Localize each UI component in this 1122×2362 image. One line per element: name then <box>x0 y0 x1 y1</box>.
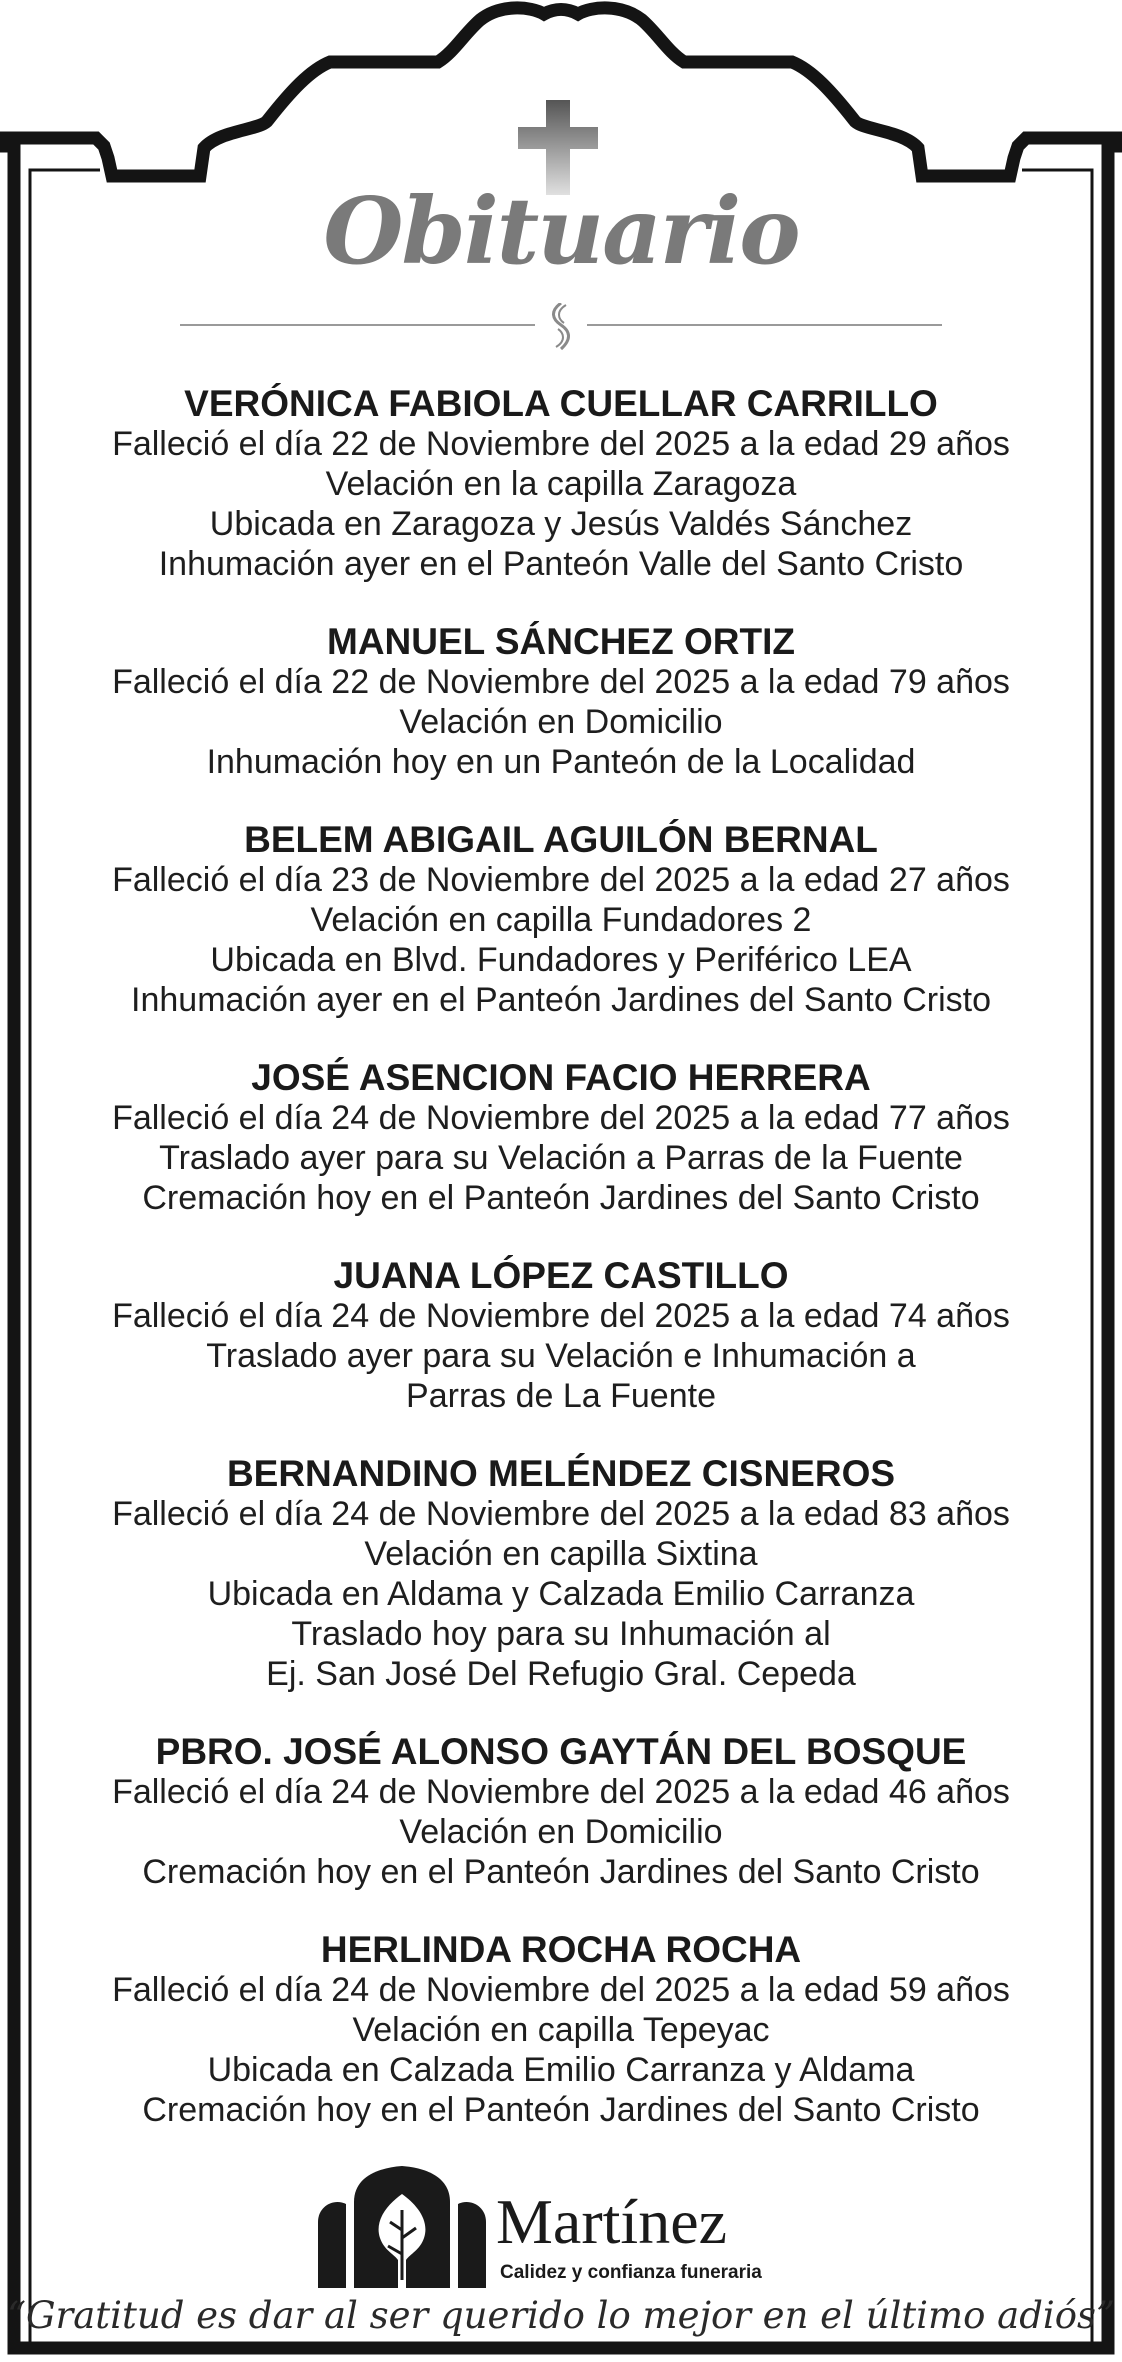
brand-name: Martínez <box>496 2186 727 2257</box>
obituary-detail-line: Falleció el día 24 de Noviembre del 2025 a la edad 83 años <box>112 1495 1010 1533</box>
ornament-divider <box>180 303 942 353</box>
funeral-home-logo <box>0 2150 1122 2310</box>
obituary-detail-line: Ubicada en Zaragoza y Jesús Valdés Sánchez <box>209 505 913 543</box>
obituary-detail-line: Cremación hoy en el Panteón Jardines del Santo Cristo <box>142 1853 980 1891</box>
obituary-detail-line: Traslado hoy para su Inhumación al <box>291 1615 831 1653</box>
obituary-detail-line: Ubicada en Aldama y Calzada Emilio Carranza <box>207 1575 915 1613</box>
obituary-detail-line: Cremación hoy en el Panteón Jardines del Santo Cristo <box>142 2091 980 2129</box>
obituary-detail-line: Falleció el día 24 de Noviembre del 2025 a la edad 74 años <box>112 1297 1010 1335</box>
obituary-entry <box>40 1453 1082 1694</box>
obituary-detail-line: Velación en la capilla Zaragoza <box>325 465 797 503</box>
obituary-detail-line: Inhumación ayer en el Panteón Jardines del Santo Cristo <box>131 981 991 1019</box>
obituary-entry <box>40 1255 1082 1416</box>
obituary-entry <box>40 383 1082 584</box>
obituary-detail-line: Cremación hoy en el Panteón Jardines del Santo Cristo <box>142 1179 980 1217</box>
obituary-detail-line: Inhumación ayer en el Panteón Valle del Santo Cristo <box>158 545 964 583</box>
obituary-detail-line: Parras de La Fuente <box>406 1377 716 1415</box>
obituary-detail-line: Velación en Domicilio <box>399 703 723 741</box>
obituary-detail-line: Falleció el día 22 de Noviembre del 2025 a la edad 29 años <box>112 425 1010 463</box>
obituary-entry <box>40 819 1082 1020</box>
obituary-entry <box>40 621 1082 782</box>
obituary-detail-line: Inhumación hoy en un Panteón de la Localidad <box>206 743 916 781</box>
ornament-icon <box>553 303 568 349</box>
obituary-list <box>40 383 1082 2167</box>
deceased-name: HERLINDA ROCHA ROCHA <box>320 1929 802 1970</box>
obituary-detail-line: Ubicada en Calzada Emilio Carranza y Aldama <box>207 2051 915 2089</box>
obituary-detail-line: Velación en Domicilio <box>399 1813 723 1851</box>
obituary-entry <box>40 1929 1082 2130</box>
deceased-name: VERÓNICA FABIOLA CUELLAR CARRILLO <box>184 383 938 424</box>
obituary-detail-line: Velación en capilla Sixtina <box>364 1535 758 1573</box>
chapel-logo-icon <box>318 2164 486 2288</box>
obituary-detail-line: Traslado ayer para su Velación a Parras de la Fuente <box>159 1139 963 1177</box>
deceased-name: PBRO. JOSÉ ALONSO GAYTÁN DEL BOSQUE <box>155 1731 967 1772</box>
obituary-detail-line: Falleció el día 24 de Noviembre del 2025 a la edad 46 años <box>112 1773 1010 1811</box>
page-title: Obituario <box>323 177 799 285</box>
obituary-entry <box>40 1057 1082 1218</box>
deceased-name: MANUEL SÁNCHEZ ORTIZ <box>327 621 795 662</box>
obituary-entry <box>40 1731 1082 1892</box>
brand-tagline: Calidez y confianza funeraria <box>500 2262 762 2283</box>
obituary-detail-line: Traslado ayer para su Velación e Inhumación a <box>206 1337 916 1375</box>
obituary-detail-line: Falleció el día 22 de Noviembre del 2025 a la edad 79 años <box>112 663 1010 701</box>
obituary-detail-line: Ej. San José Del Refugio Gral. Cepeda <box>266 1655 856 1693</box>
obituary-detail-line: Ubicada en Blvd. Fundadores y Periférico LEA <box>210 941 912 979</box>
obituary-detail-line: Falleció el día 24 de Noviembre del 2025 a la edad 77 años <box>112 1099 1010 1137</box>
obituary-detail-line: Falleció el día 24 de Noviembre del 2025 a la edad 59 años <box>112 1971 1010 2009</box>
obituary-detail-line: Falleció el día 23 de Noviembre del 2025 a la edad 27 años <box>112 861 1010 899</box>
obituary-detail-line: Velación en capilla Tepeyac <box>352 2011 770 2049</box>
obituary-detail-line: Velación en capilla Fundadores 2 <box>310 901 812 939</box>
deceased-name: BERNANDINO MELÉNDEZ CISNEROS <box>226 1453 896 1494</box>
deceased-name: JOSÉ ASENCION FACIO HERRERA <box>251 1057 871 1098</box>
slogan: “Gratitud es dar al ser querido lo mejor en el último adiós” <box>7 2294 1115 2337</box>
deceased-name: BELEM ABIGAIL AGUILÓN BERNAL <box>244 819 878 860</box>
deceased-name: JUANA LÓPEZ CASTILLO <box>333 1255 789 1296</box>
